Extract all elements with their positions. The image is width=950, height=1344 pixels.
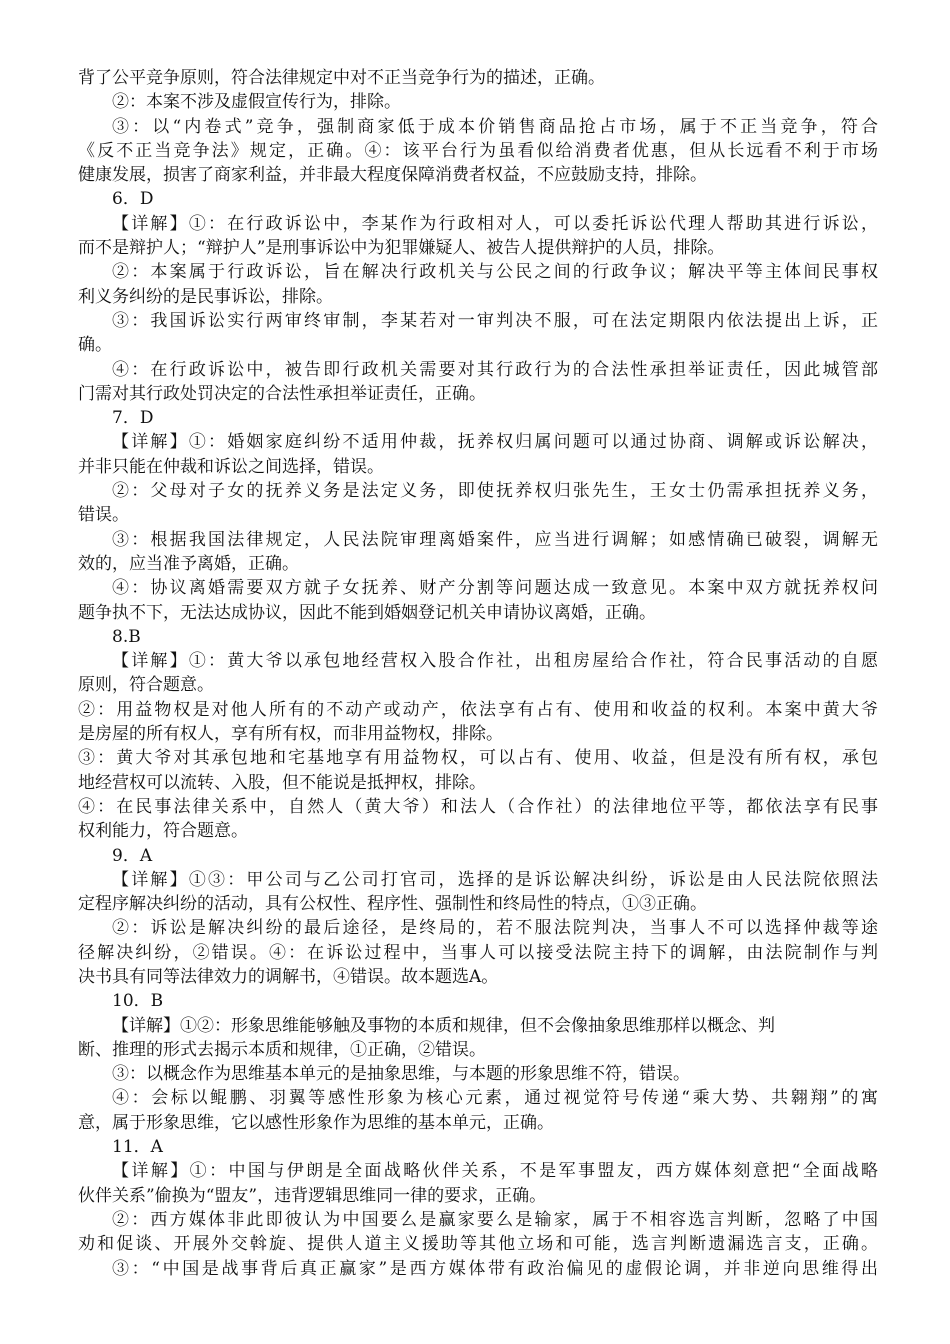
text-line: 劝和促谈、开展外交斡旋、提供人道主义援助等其他立场和可能，选言判断遗漏选言支，正确。: [78, 1234, 878, 1255]
text-line: 【详解】①③：甲公司与乙公司打官司，选择的是诉讼解决纠纷，诉讼是由人民法院依照法: [112, 869, 878, 890]
text-line: 错误。: [78, 505, 129, 526]
text-line: 伙伴关系”偷换为“盟友”，违背逻辑思维同一律的要求，正确。: [78, 1185, 547, 1206]
text-line: ②：西方媒体非此即彼认为中国要么是赢家要么是输家，属于不相容选言判断，忽略了中国: [112, 1209, 878, 1230]
text-line: 题争执不下，无法达成协议，因此不能到婚姻登记机关申请协议离婚，正确。: [78, 602, 656, 623]
text-line: ③：黄大爷对其承包地和宅基地享有用益物权，可以占有、使用、收益，但是没有所有权，承包: [78, 748, 878, 769]
text-line: 9．A: [112, 845, 153, 866]
text-line: ③：根据我国法律规定，人民法院审理离婚案件，应当进行调解；如感情确已破裂，调解无: [112, 529, 878, 550]
text-line: 确。: [78, 335, 112, 356]
text-line: ②：父母对子女的抚养义务是法定义务，即使抚养权归张先生，王女士仍需承担抚养义务，: [112, 481, 878, 502]
text-line: 10．B: [112, 991, 164, 1012]
text-line: ④：在民事法律关系中，自然人（黄大爷）和法人（合作社）的法律地位平等，都依法享有民事: [78, 796, 878, 817]
text-line: 门需对其行政处罚决定的合法性承担举证责任，正确。: [78, 383, 486, 404]
text-line: 意，属于形象思维，它以感性形象作为思维的基本单元，正确。: [78, 1112, 554, 1133]
document-body: [78, 66, 878, 1281]
text-line: 《反不正当竞争法》规定，正确。④：该平台行为虽看似给消费者优惠，但从长远看不利于市场: [78, 140, 878, 161]
text-line: ④：协议离婚需要双方就子女抚养、财产分割等问题达成一致意见。本案中双方就抚养权问: [112, 578, 878, 599]
text-line: ③：以“内卷式”竞争，强制商家低于成本价销售商品抢占市场，属于不正当竞争，符合: [112, 116, 878, 137]
text-line: ④：会标以鲲鹏、羽翼等感性形象为核心元素，通过视觉符号传递“乘大势、共翱翔”的寓: [112, 1088, 878, 1109]
text-line: 背了公平竞争原则，符合法律规定中对不正当竞争行为的描述，正确。: [78, 68, 605, 88]
text-line: 定程序解决纠纷的活动，具有公权性、程序性、强制性和终局性的特点，①③正确。: [78, 894, 707, 915]
text-line: 健康发展，损害了商家利益，并非最大程度保障消费者权益，不应鼓励支持，排除。: [78, 165, 707, 186]
text-line: 而不是辩护人；“辩护人”是刑事诉讼中为犯罪嫌疑人、被告人提供辩护的人员，排除。: [78, 238, 725, 259]
text-line: 【详解】①②：形象思维能够触及事物的本质和规律，但不会像抽象思维那样以概念、判: [112, 1015, 775, 1036]
text-line: 利义务纠纷的是民事诉讼，排除。: [78, 286, 333, 307]
text-line: 并非只能在仲裁和诉讼之间选择，错误。: [78, 456, 384, 477]
text-line: 7．D: [112, 408, 154, 429]
text-line: 6．D: [112, 189, 154, 210]
text-line: 是房屋的所有权人，享有所有权，而非用益物权，排除。: [78, 724, 503, 745]
text-line: 8.B: [112, 626, 141, 647]
text-line: 径解决纠纷，②错误。④：在诉讼过程中，当事人可以接受法院主持下的调解，由法院制作与判: [78, 942, 878, 963]
text-line: 原则，符合题意。: [78, 675, 214, 696]
text-line: 【详解】①：黄大爷以承包地经营权入股合作社，出租房屋给合作社，符合民事活动的自愿: [112, 651, 878, 672]
text-line: 断、推理的形式去揭示本质和规律，①正确，②错误。: [78, 1039, 486, 1060]
text-line: 【详解】①：在行政诉讼中，李某作为行政相对人，可以委托诉讼代理人帮助其进行诉讼，: [112, 213, 878, 234]
text-line: 【详解】①：中国与伊朗是全面战略伙伴关系，不是军事盟友，西方媒体刻意把“全面战略: [112, 1161, 878, 1182]
text-line: 效的，应当准予离婚，正确。: [78, 553, 299, 574]
text-line: ④：在行政诉讼中，被告即行政机关需要对其行政行为的合法性承担举证责任，因此城管部: [112, 359, 878, 380]
text-line: 11．A: [112, 1137, 163, 1158]
text-line: 权利能力，符合题意。: [78, 821, 248, 842]
text-line: ③：以概念作为思维基本单元的是抽象思维，与本题的形象思维不符，错误。: [112, 1064, 690, 1085]
text-line: 决书具有同等法律效力的调解书，④错误。故本题选A。: [78, 966, 499, 987]
text-line: 【详解】①：婚姻家庭纠纷不适用仲裁，抚养权归属问题可以通过协商、调解或诉讼解决，: [112, 432, 878, 453]
text-line: ③：“中国是战事背后真正赢家”是西方媒体带有政治偏见的虚假论调，并非逆向思维得出: [112, 1258, 878, 1279]
text-line: ②：本案不涉及虚假宣传行为，排除。: [112, 92, 401, 113]
text-line: 地经营权可以流转、入股，但不能说是抵押权，排除。: [78, 772, 486, 793]
text-line: ②：诉讼是解决纠纷的最后途径，是终局的，若不服法院判决，当事人不可以选择仲裁等途: [112, 918, 878, 939]
text-line: ③：我国诉讼实行两审终审制，李某若对一审判决不服，可在法定期限内依法提出上诉，正: [112, 310, 878, 331]
text-line: ②：用益物权是对他人所有的不动产或动产，依法享有占有、使用和收益的权利。本案中黄大爷: [78, 699, 878, 720]
text-line: ②：本案属于行政诉讼，旨在解决行政机关与公民之间的行政争议；解决平等主体间民事权: [112, 262, 878, 283]
